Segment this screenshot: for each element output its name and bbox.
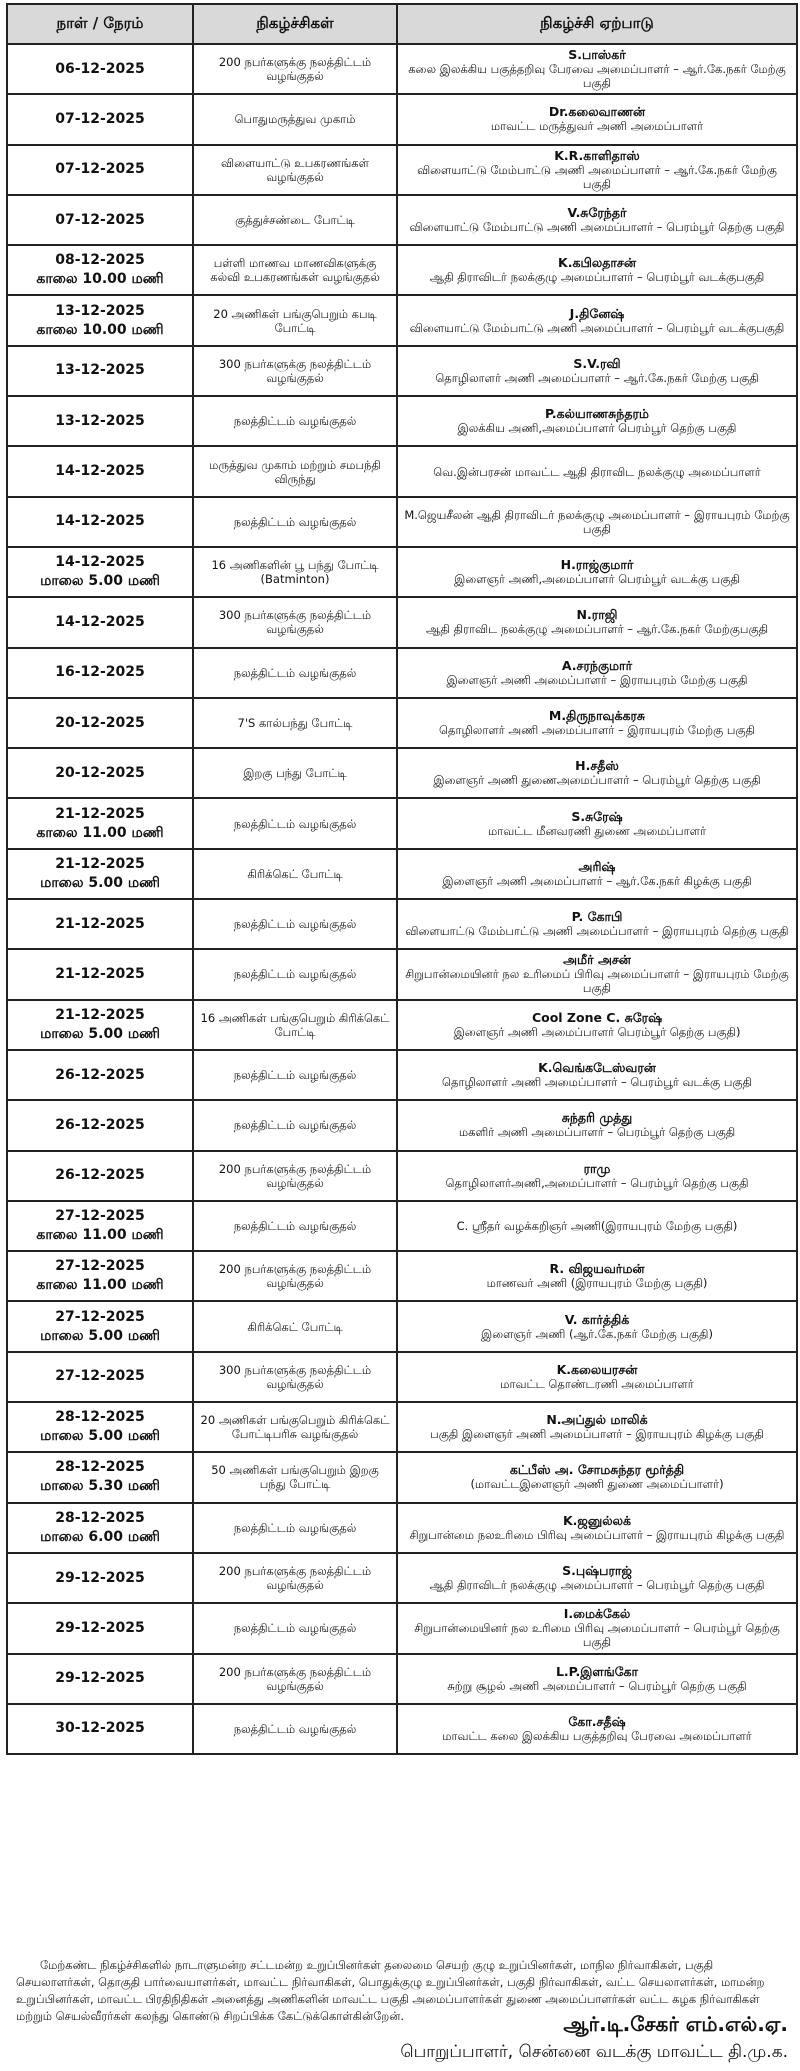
date-cell <box>7 1452 193 1502</box>
date-cell <box>7 396 193 446</box>
event-date: 30-12-2025 <box>55 1720 145 1737</box>
signature-name: ஆர்.டி.சேகர் எம்.எல்.ஏ. <box>563 2012 788 2036</box>
table-row <box>7 648 797 698</box>
organizer-role: வெ.இன்பரசன் மாவட்ட ஆதி திராவிட நலக்குழு அமைப்பாளர் <box>433 464 761 479</box>
date-cell <box>7 1704 193 1754</box>
event-description: 50 அணிகள் பங்குபெறும் இறகு பந்து போட்டி <box>193 1452 397 1502</box>
organizer-name: I.மைக்கேல் <box>563 1606 631 1622</box>
date-cell <box>7 1402 193 1452</box>
organizer-cell <box>397 1603 797 1653</box>
organizer-role: தொழிலாளர் அணி அமைப்பாளர் – இராயபுரம் மேற்கு பகுதி <box>439 723 755 737</box>
organizer-name: S.V.ரவி <box>573 355 621 371</box>
organizer-name: P. கோபி <box>571 909 623 925</box>
date-cell <box>7 245 193 295</box>
organizer-name: K.R.காளிதாஸ் <box>554 147 640 163</box>
event-description: நலத்திட்டம் வழங்குதல் <box>193 497 397 547</box>
event-date: 14-12-2025 <box>55 554 145 571</box>
table-row <box>7 748 797 798</box>
event-description: 200 நபர்களுக்கு நலத்திட்டம் வழங்குதல் <box>193 1654 397 1704</box>
date-cell <box>7 1151 193 1201</box>
organizer-cell <box>397 396 797 446</box>
organizer-cell <box>397 1151 797 1201</box>
table-row <box>7 1704 797 1754</box>
organizer-role: இளைஞர் அணி அமைப்பாளர் – இராயபுரம் மேற்கு பகுதி <box>446 672 748 687</box>
event-date: 27-12-2025 <box>55 1207 145 1224</box>
date-cell <box>7 648 193 698</box>
organizer-name: K.ஜனுல்லக் <box>562 1512 632 1528</box>
organizer-cell <box>397 1000 797 1050</box>
date-cell <box>7 1050 193 1100</box>
event-time: மாலை 5.00 மணி <box>40 573 160 590</box>
organizer-name: A.சரந்குமார் <box>561 657 633 673</box>
event-date: 13-12-2025 <box>55 362 145 379</box>
organizer-name: K.கலையரசன் <box>556 1361 638 1377</box>
organizer-role: C. ஸ்ரீதர் வழக்கறிஞர் அணி(இராயபுரம் மேற்கு பகுதி) <box>456 1218 738 1233</box>
column-header-date-time: நாள் / நேரம் <box>7 4 193 44</box>
date-cell <box>7 1553 193 1603</box>
organizer-cell <box>397 748 797 798</box>
organizer-name: ராமு <box>583 1160 611 1176</box>
signature-role: பொறுப்பாளர், சென்னை வடக்கு மாவட்ட தி.மு.க. <box>400 2042 788 2062</box>
organizer-role: மாணவர் அணி (இராயபுரம் மேற்கு பகுதி) <box>486 1276 708 1291</box>
table-header <box>7 4 797 44</box>
organizer-role: இலக்கிய அணி,அமைப்பாளர் பெரம்பூர் தெற்கு பகுதி <box>457 421 737 436</box>
event-date: 27-12-2025 <box>55 1368 145 1385</box>
event-date: 27-12-2025 <box>55 1258 145 1275</box>
event-description: விளையாட்டு உபகரணங்கள் வழங்குதல் <box>193 145 397 195</box>
organizer-cell <box>397 195 797 245</box>
organizer-cell <box>397 1301 797 1351</box>
event-date: 26-12-2025 <box>55 1066 145 1083</box>
organizer-cell <box>397 648 797 698</box>
event-date: 29-12-2025 <box>55 1569 145 1586</box>
organizer-role: இளைஞர் அணி துணைஅமைப்பாளர் – பெரம்பூர் தெற்கு பகுதி <box>433 773 761 788</box>
organizer-role: மாவட்ட மீனவரணி துணை அமைப்பாளர் <box>488 823 706 838</box>
organizer-cell <box>397 44 797 94</box>
organizer-role: தொழிலாளர்அணி,அமைப்பாளர் – பெரம்பூர் தெற்கு பகுதி <box>445 1175 749 1190</box>
organizer-cell <box>397 295 797 345</box>
event-time: மாலை 5.00 மணி <box>40 1327 160 1344</box>
table-row <box>7 899 797 949</box>
event-description: 300 நபர்களுக்கு நலத்திட்டம் வழங்குதல் <box>193 597 397 647</box>
organizer-role: ஆதி திராவிடர் நலக்குழு அமைப்பாளர் – பெரம்பூர் தெற்கு பகுதி <box>429 1578 765 1593</box>
event-description: நலத்திட்டம் வழங்குதல் <box>193 1704 397 1754</box>
table-row <box>7 1352 797 1402</box>
organizer-cell <box>397 949 797 999</box>
organizer-name: M.திருநாவுக்கரசு <box>548 708 646 723</box>
event-date: 06-12-2025 <box>55 60 145 77</box>
table-row <box>7 1402 797 1452</box>
date-cell <box>7 698 193 748</box>
event-description: நலத்திட்டம் வழங்குதல் <box>193 899 397 949</box>
organizer-role: சிறுபான்மையினர் நல உரிமைப் பிரிவு அமைப்பாளர் – இராயபுரம் மேற்கு பகுதி <box>405 967 789 996</box>
event-time: மாலை 5.00 மணி <box>40 1025 160 1042</box>
organizer-name: K.வெங்கடேஸ்வரன் <box>538 1060 656 1076</box>
organizer-role: ஆதி திராவிட நலக்குழு அமைப்பாளர் – ஆர்.கே.நகர் மேற்குபகுதி <box>425 622 769 637</box>
organizer-role: இளைஞர் அணி அமைப்பாளர் – ஆர்.கே.நகர் கிழக்கு பகுதி <box>442 873 752 888</box>
date-cell <box>7 1352 193 1402</box>
date-cell <box>7 145 193 195</box>
event-date: 13-12-2025 <box>55 302 145 319</box>
event-description: நலத்திட்டம் வழங்குதல் <box>193 798 397 848</box>
event-date: 07-12-2025 <box>55 110 145 127</box>
organizer-cell <box>397 1503 797 1553</box>
organizer-name: J.தினேஷ் <box>569 305 625 321</box>
organizer-role: சுற்று சூழல் அணி அமைப்பாளர் – பெரம்பூர் தெற்கு பகுதி <box>447 1678 747 1693</box>
organizer-role: விளையாட்டு மேம்பாட்டு அணி அமைப்பாளர் – பெரம்பூர் வடக்குபகுதி <box>409 320 785 335</box>
table-row <box>7 949 797 999</box>
event-description: 7'S கால்பந்து போட்டி <box>193 698 397 748</box>
event-date: 16-12-2025 <box>55 664 145 681</box>
event-time: காலை 10.00 மணி <box>36 321 164 338</box>
event-time: மாலை 5.30 மணி <box>40 1478 160 1495</box>
organizer-role: M.ஜெயசீலன் ஆதி திராவிடர் நலக்குழு அமைப்பாளர் – இராயபுரம் மேற்கு பகுதி <box>404 507 790 536</box>
event-date: 21-12-2025 <box>55 805 145 822</box>
event-date: 26-12-2025 <box>55 1167 145 1184</box>
table-row <box>7 547 797 597</box>
event-date: 29-12-2025 <box>55 1619 145 1636</box>
table-row <box>7 1100 797 1150</box>
event-time: காலை 11.00 மணி <box>36 1226 164 1243</box>
organizer-role: கலை இலக்கிய பகுத்தறிவு பேரவை அமைப்பாளர் – ஆர்.கே.நகர் மேற்கு பகுதி <box>408 62 786 91</box>
event-date: 14-12-2025 <box>55 463 145 480</box>
organizer-name: சுந்தரி முத்து <box>561 1110 633 1126</box>
organizer-role: மகளிர் அணி அமைப்பாளர் – பெரம்பூர் தெற்கு பகுதி <box>458 1125 736 1140</box>
organizer-name: கட்பீஸ் அ. சோமசுந்தர மூர்த்தி <box>509 1462 685 1478</box>
organizer-name: S.சுரேஷ் <box>571 808 623 824</box>
organizer-name: N.அப்துல் மாலிக் <box>546 1412 648 1428</box>
event-date: 20-12-2025 <box>55 714 145 731</box>
date-cell <box>7 195 193 245</box>
footer-note: மேற்கண்ட நிகழ்ச்சிகளில் நாடாளுமன்ற சட்டமன்ற உறுப்பினர்கள் தலைமை செயற் குழு உறுப்பினர்கள், மாநில நிர்வாகிகள், பகுதி செயலாளர்கள், தொகுதி பார்வையாளர்கள், மாவட்ட நிர்வாகிகள், பொதுக்குழு உறுப்பினர்கள், பகுதி நிர்வாகிகள், வட்ட செயலாளர்கள், மாமன்ற உறுப்பினர்கள், மாவட்ட பிரதிநிதிகள் அனைத்து அணிகளின் மாவட்ட பகுதி அமைப்பாளர்கள் துணை அமைப்பாளர்கள் வட்ட கழக நிர்வாகிகள் மற்றும் செயல்வீரர்கள் கலந்து கொண்டு சிறப்பிக்க கேட்டுக்கொள்கின்றேன். <box>16 1957 765 2023</box>
organizer-role: தொழிலாளர் அணி அமைப்பாளர் – ஆர்.கே.நகர் மேற்கு பகுதி <box>435 370 759 385</box>
date-cell <box>7 547 193 597</box>
event-description: நலத்திட்டம் வழங்குதல் <box>193 396 397 446</box>
event-description: 300 நபர்களுக்கு நலத்திட்டம் வழங்குதல் <box>193 1352 397 1402</box>
organizer-name: H.சதீஸ் <box>575 758 619 774</box>
event-description: நலத்திட்டம் வழங்குதல் <box>193 1050 397 1100</box>
table-row <box>7 798 797 848</box>
organizer-name: அமீர் அசன் <box>563 952 631 968</box>
organizer-role: இளைஞர் அணி அமைப்பாளர் பெரம்பூர் தெற்கு பகுதி) <box>453 1024 741 1039</box>
event-time: மாலை 6.00 மணி <box>40 1528 160 1545</box>
organizer-cell <box>397 1251 797 1301</box>
event-description: நலத்திட்டம் வழங்குதல் <box>193 1201 397 1251</box>
date-cell <box>7 597 193 647</box>
event-description: நலத்திட்டம் வழங்குதல் <box>193 1603 397 1653</box>
organizer-role: விளையாட்டு மேம்பாட்டு அணி அமைப்பாளர் – ஆர்.கே.நகர் மேற்கு பகுதி <box>417 162 777 191</box>
date-cell <box>7 497 193 547</box>
table-row <box>7 245 797 295</box>
table-row <box>7 1251 797 1301</box>
event-time: காலை 10.00 மணி <box>36 271 164 288</box>
event-description: 200 நபர்களுக்கு நலத்திட்டம் வழங்குதல் <box>193 44 397 94</box>
organizer-cell <box>397 1654 797 1704</box>
organizer-cell <box>397 346 797 396</box>
table-row <box>7 1151 797 1201</box>
organizer-cell <box>397 1704 797 1754</box>
date-cell <box>7 748 193 798</box>
organizer-name: L.P.இளங்கோ <box>555 1663 639 1679</box>
date-cell <box>7 1654 193 1704</box>
organizer-name: N.ராஜி <box>576 607 618 623</box>
organizer-name: Cool Zone C. சுரேஷ் <box>531 1009 663 1025</box>
organizer-role: பகுதி இளைஞர் அணி அமைப்பாளர் – இராயபுரம் கிழக்கு பகுதி <box>430 1427 764 1442</box>
organizer-name: அரிஷ் <box>578 858 616 874</box>
event-description: நலத்திட்டம் வழங்குதல் <box>193 949 397 999</box>
table-row <box>7 295 797 345</box>
event-date: 21-12-2025 <box>55 855 145 872</box>
organizer-name: H.ராஜ்குமார் <box>560 557 634 573</box>
date-cell <box>7 1603 193 1653</box>
organizer-cell <box>397 1553 797 1603</box>
table-row <box>7 396 797 446</box>
date-cell <box>7 1201 193 1251</box>
event-description: 200 நபர்களுக்கு நலத்திட்டம் வழங்குதல் <box>193 1251 397 1301</box>
organizer-name: P.கல்யாணசுந்தரம் <box>545 406 649 422</box>
event-description: கிரிக்கெட் போட்டி <box>193 1301 397 1351</box>
organizer-role: ஆதி திராவிடர் நலக்குழு அமைப்பாளர் – பெரம்பூர் வடக்குபகுதி <box>429 270 765 285</box>
organizer-cell <box>397 1452 797 1502</box>
date-cell <box>7 1251 193 1301</box>
event-date: 26-12-2025 <box>55 1116 145 1133</box>
column-header-organizer: நிகழ்ச்சி ஏற்பாடு <box>397 4 797 44</box>
table-row <box>7 1503 797 1553</box>
table-row <box>7 94 797 144</box>
table-row <box>7 44 797 94</box>
event-time: மாலை 5.00 மணி <box>40 1428 160 1445</box>
organizer-cell <box>397 94 797 144</box>
event-schedule-table <box>6 3 798 1755</box>
date-cell <box>7 44 193 94</box>
organizer-cell <box>397 245 797 295</box>
organizer-name: V. கார்த்திக் <box>564 1311 630 1327</box>
date-cell <box>7 1503 193 1553</box>
event-date: 28-12-2025 <box>55 1459 145 1476</box>
organizer-cell <box>397 1402 797 1452</box>
event-date: 28-12-2025 <box>55 1509 145 1526</box>
organizer-role: (மாவட்டஇளைஞர் அணி துணை அமைப்பாளர்) <box>470 1477 724 1492</box>
organizer-name: கோ.சதீஷ் <box>568 1713 626 1729</box>
event-description: 200 நபர்களுக்கு நலத்திட்டம் வழங்குதல் <box>193 1151 397 1201</box>
organizer-cell <box>397 547 797 597</box>
table-body <box>7 44 797 1754</box>
table-row <box>7 698 797 748</box>
organizer-name: K.கபிலதாசன் <box>558 255 636 271</box>
organizer-cell <box>397 597 797 647</box>
table-row <box>7 1452 797 1502</box>
organizer-role: இளைஞர் அணி (ஆர்.கே.நகர் மேற்கு பகுதி) <box>481 1326 713 1341</box>
event-description: 16 அணிகள் பங்குபெறும் கிரிக்கெட் போட்டி <box>193 1000 397 1050</box>
table-row <box>7 1603 797 1653</box>
date-cell <box>7 446 193 496</box>
organizer-cell <box>397 1100 797 1150</box>
organizer-cell <box>397 497 797 547</box>
event-description: பொதுமருத்துவ முகாம் <box>193 94 397 144</box>
event-date: 07-12-2025 <box>55 211 145 228</box>
organizer-cell <box>397 849 797 899</box>
organizer-role: சிறுபான்மை நலஉரிமை பிரிவு அமைப்பாளர் – இராயபுரம் கிழக்கு பகுதி <box>409 1527 785 1542</box>
organizer-role: விளையாட்டு மேம்பாட்டு அணி அமைப்பாளர் – பெரம்பூர் தெற்கு பகுதி <box>409 220 785 235</box>
event-date: 29-12-2025 <box>55 1670 145 1687</box>
column-header-events: நிகழ்ச்சிகள் <box>193 4 397 44</box>
event-date: 14-12-2025 <box>55 513 145 530</box>
organizer-name: S.பாஸ்கர் <box>568 47 626 63</box>
organizer-name: V.சுரேந்தர் <box>567 205 627 221</box>
date-cell <box>7 346 193 396</box>
event-date: 08-12-2025 <box>55 252 145 269</box>
organizer-role: தொழிலாளர் அணி அமைப்பாளர் – பெரம்பூர் வடக்கு பகுதி <box>442 1075 752 1090</box>
organizer-cell <box>397 1201 797 1251</box>
table-row <box>7 145 797 195</box>
table-row <box>7 597 797 647</box>
event-description: 200 நபர்களுக்கு நலத்திட்டம் வழங்குதல் <box>193 1553 397 1603</box>
date-cell <box>7 295 193 345</box>
organizer-role: விளையாட்டு மேம்பாட்டு அணி அமைப்பாளர் – இராயபுரம் தெற்கு பகுதி <box>405 924 789 939</box>
table-row <box>7 1201 797 1251</box>
organizer-name: Dr.கலைவாணன் <box>548 104 646 120</box>
date-cell <box>7 94 193 144</box>
date-cell <box>7 798 193 848</box>
event-date: 13-12-2025 <box>55 412 145 429</box>
organizer-cell <box>397 1352 797 1402</box>
organizer-role: மாவட்ட தொண்டரணி அமைப்பாளர் <box>500 1376 694 1391</box>
organizer-cell <box>397 145 797 195</box>
event-description: 300 நபர்களுக்கு நலத்திட்டம் வழங்குதல் <box>193 346 397 396</box>
table-row <box>7 346 797 396</box>
event-date: 28-12-2025 <box>55 1409 145 1426</box>
event-date: 21-12-2025 <box>55 915 145 932</box>
organizer-role: மாவட்ட கலை இலக்கிய பகுத்தறிவு பேரவை அமைப்பாளர் <box>442 1728 752 1743</box>
event-description: நலத்திட்டம் வழங்குதல் <box>193 648 397 698</box>
organizer-cell <box>397 446 797 496</box>
date-cell <box>7 1100 193 1150</box>
event-description: கிரிக்கெட் போட்டி <box>193 849 397 899</box>
organizer-name: S.புஷ்பராஜ் <box>562 1563 632 1579</box>
event-description: பள்ளி மாணவ மாணவிகளுக்கு கல்வி உபகரணங்கள் வழங்குதல் <box>193 245 397 295</box>
date-cell <box>7 1301 193 1351</box>
event-date: 21-12-2025 <box>55 965 145 982</box>
organizer-cell <box>397 899 797 949</box>
date-cell <box>7 949 193 999</box>
organizer-role: மாவட்ட மருத்துவர் அணி அமைப்பாளர் <box>490 119 704 134</box>
event-time: காலை 11.00 மணி <box>36 824 164 841</box>
organizer-name: R. விஜயவர்மன் <box>549 1261 645 1277</box>
table-row <box>7 1553 797 1603</box>
organizer-role: சிறுபான்மையினர் நல உரிமை பிரிவு அமைப்பாளர் – பெரம்பூர் தெற்கு பகுதி <box>414 1621 780 1650</box>
date-cell <box>7 899 193 949</box>
event-date: 21-12-2025 <box>55 1006 145 1023</box>
organizer-cell <box>397 1050 797 1100</box>
table-row <box>7 1654 797 1704</box>
event-description: குத்துச்சண்டை போட்டி <box>193 195 397 245</box>
event-date: 07-12-2025 <box>55 161 145 178</box>
event-description: 20 அணிகள் பங்குபெறும் கபடி போட்டி <box>193 295 397 345</box>
table-row <box>7 1301 797 1351</box>
date-cell <box>7 849 193 899</box>
event-date: 20-12-2025 <box>55 764 145 781</box>
table-row <box>7 1050 797 1100</box>
table-row <box>7 195 797 245</box>
organizer-cell <box>397 798 797 848</box>
event-time: காலை 11.00 மணி <box>36 1277 164 1294</box>
table-row <box>7 1000 797 1050</box>
event-description: மருத்துவ முகாம் மற்றும் சமபந்தி விருந்து <box>193 446 397 496</box>
event-date: 27-12-2025 <box>55 1308 145 1325</box>
event-date: 14-12-2025 <box>55 613 145 630</box>
organizer-cell <box>397 698 797 748</box>
event-description: இறகு பந்து போட்டி <box>193 748 397 798</box>
event-time: மாலை 5.00 மணி <box>40 874 160 891</box>
table-row <box>7 446 797 496</box>
event-description: நலத்திட்டம் வழங்குதல் <box>193 1503 397 1553</box>
event-description: நலத்திட்டம் வழங்குதல் <box>193 1100 397 1150</box>
date-cell <box>7 1000 193 1050</box>
table-row <box>7 497 797 547</box>
event-description: 16 அணிகளின் பூ பந்து போட்டி (Batminton) <box>193 547 397 597</box>
organizer-role: இளைஞர் அணி,அமைப்பாளர் பெரம்பூர் வடக்கு பகுதி <box>454 572 740 587</box>
event-description: 20 அணிகள் பங்குபெறும் கிரிக்கெட் போட்டிபரிசு வழங்குதல் <box>193 1402 397 1452</box>
table-row <box>7 849 797 899</box>
